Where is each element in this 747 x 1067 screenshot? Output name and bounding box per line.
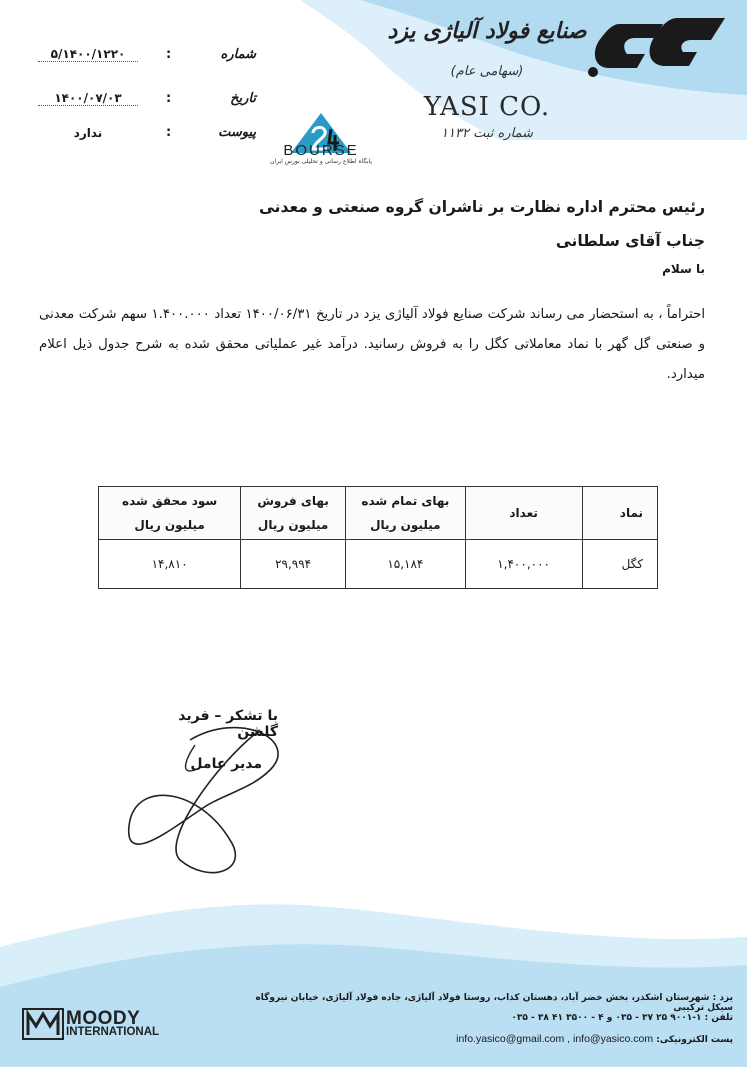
cell-symbol: کگل (582, 540, 658, 589)
letter-number-label: شماره (220, 47, 256, 62)
table-header-row (99, 487, 658, 540)
letter-body: احتراماً ، به استحضار می رساند شرکت صنایع فولاد آلیاژی یزد در تاریخ ۱۴۰۰/۰۶/۳۱ تعداد ۱.۴۰۰.۰۰۰ سهم شرکت معدنی و صنعتی گل گهر با نماد معاملاتی کگل را به فروش رسانید. درآمد غیر عملیاتی محقق شده به شرح جدول ذیل اعلام میدارد. (39, 307, 706, 382)
cell-cost-price: ۱۵,۱۸۴ (345, 540, 465, 589)
moody-brand-subtitle: INTERNATIONAL (66, 1026, 160, 1038)
letter-number-row (38, 42, 256, 62)
moody-logo-icon (22, 1008, 64, 1040)
sales-table (98, 486, 658, 589)
cell-sale-price: ۲۹,۹۹۴ (241, 540, 346, 589)
footer-email-addresses: info.yasico@gmail.com , info@yasico.com (456, 1033, 654, 1045)
header-realized-profit: سود محقق شده میلیون ریال (99, 487, 241, 540)
colon: : (166, 125, 172, 140)
colon: : (166, 47, 172, 62)
cell-realized-profit: ۱۴,۸۱۰ (99, 540, 241, 589)
table-row (99, 540, 658, 589)
header-quantity: تعداد (465, 487, 582, 540)
registration-number: شماره ثبت ۱۱۳۲ (441, 126, 533, 141)
greeting: با سلام (662, 262, 705, 276)
attachment-label: پیوست (218, 125, 256, 140)
footer-email-row (253, 1033, 733, 1045)
footer-email-label: پست الکترونیکی: (656, 1035, 733, 1045)
header-symbol: نماد (582, 487, 658, 540)
bourse-logo-subtitle: پایگاه اطلاع رسانی و تحلیلی بورس ایران (270, 158, 372, 165)
moody-brand-name: MOODY (66, 1008, 141, 1029)
signature-thanks: با تشکر – فرید گلشن (178, 708, 278, 740)
cell-quantity: ۱,۴۰۰,۰۰۰ (465, 540, 582, 589)
company-name: صنایع فولاد آلیاژی یزد (387, 18, 587, 44)
letter-number-value: ۵/۱۴۰۰/۱۲۲۰ (38, 47, 138, 62)
footer-phone: تلفن : ۱-۹۰۰۱ ۲۵ ۳۷ - ۰۳۵ و ۴ - ۳۵۰۰ ۴۱ ۳۸ - ۰۳۵ (511, 1013, 733, 1023)
company-logo-icon (579, 10, 729, 80)
addressee-name: جناب آقای سلطانی (555, 232, 705, 250)
header-cost-price: بهای تمام شده میلیون ریال (345, 487, 465, 540)
colon: : (166, 91, 172, 106)
addressee-title: رئیس محترم اداره نظارت بر ناشران گروه صنعتی و معدنی (258, 198, 705, 216)
letter-date-value: ۱۴۰۰/۰۷/۰۳ (38, 91, 138, 106)
letter-date-label: تاریخ (230, 91, 256, 106)
bourse-logo-text: BOURSE (283, 142, 359, 159)
signatory-title: مدیر عامل (190, 756, 262, 772)
letter-date-row (38, 86, 256, 106)
attachment-value: ندارد (73, 126, 103, 140)
header-sale-price: بهای فروش میلیون ریال (241, 487, 346, 540)
company-type: (سهامی عام) (450, 64, 524, 79)
footer-address: یزد : شهرستان اشکذر، بخش خضر آباد، دهستان کذاب، روستا فولاد آلیاژی، جاده فولاد آلیاژی، خیابان نیروگاه سیکل ترکیبی (255, 993, 733, 1013)
company-name-english: YASI CO. (423, 92, 551, 122)
attachment-row (38, 120, 256, 140)
